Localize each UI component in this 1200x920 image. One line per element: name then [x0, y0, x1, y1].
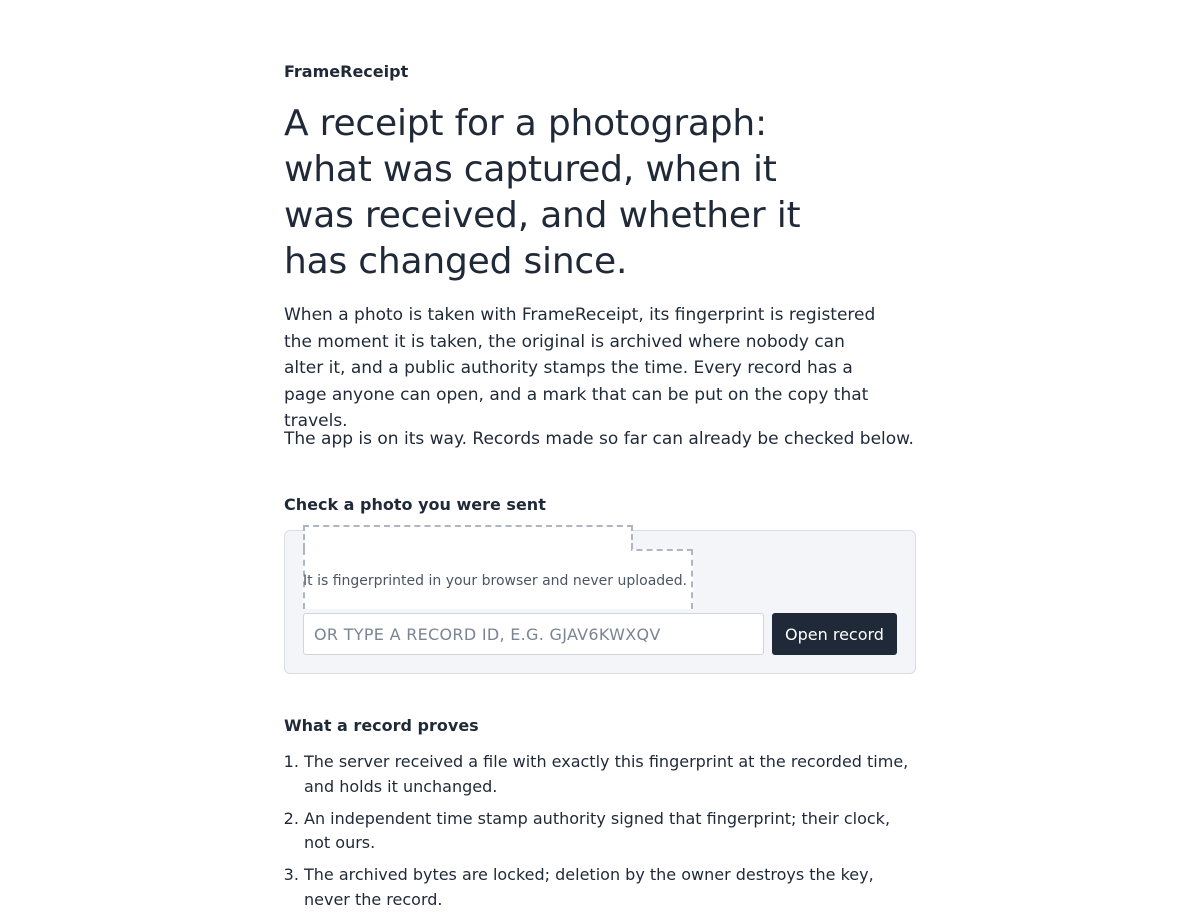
brand-name: FrameReceipt — [284, 62, 409, 81]
list-item: 1. The server received a file with exactly this fingerprint at the recorded time, and holds it unchanged. — [304, 750, 916, 799]
list-item: 2. An independent time stamp authority signed that fingerprint; their clock, not ours. — [304, 807, 916, 856]
proves-list — [284, 750, 916, 920]
record-id-input[interactable] — [303, 613, 764, 655]
check-section-title: Check a photo you were sent — [284, 495, 546, 514]
proves-section-title: What a record proves — [284, 716, 479, 735]
page-headline: A receipt for a photograph: what was captured, when it was received, and whether it has changed since. — [284, 103, 801, 282]
dropzone-seam — [305, 547, 631, 553]
list-item: 3. The archived bytes are locked; deletion by the owner destroys the key, never the record. — [304, 863, 916, 912]
status-note: The app is on its way. Records made so far can already be checked below. — [284, 429, 914, 449]
dropzone-tab[interactable] — [303, 525, 633, 549]
check-panel — [284, 530, 916, 674]
intro-paragraph: When a photo is taken with FrameReceipt, its fingerprint is registered the moment it is taken, the original is archived where nobody can alter it, and a public authority stamps the time. Every record has a page anyone can open, and a mark that can be put on the copy that travels. — [284, 305, 876, 431]
photo-dropzone[interactable] — [303, 525, 689, 607]
open-record-button[interactable]: Open record — [772, 613, 897, 655]
dropzone-help-text: It is fingerprinted in your browser and never uploaded. — [303, 573, 688, 589]
